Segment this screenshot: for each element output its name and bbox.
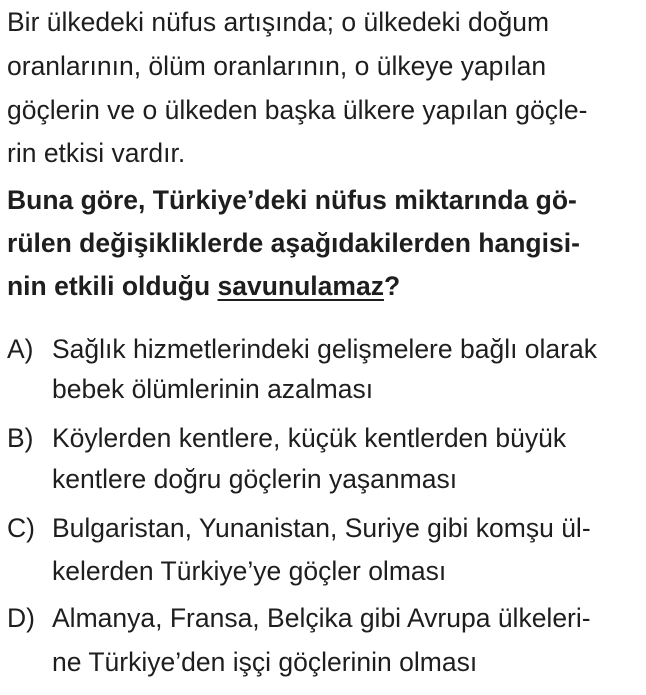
option-letter: D) (7, 603, 35, 633)
option-text-line: Bulgaristan, Yunanistan, Suriye gibi komşu ül- (52, 513, 591, 543)
option-text-line: kelerden Türkiye’ye göçler olması (52, 556, 447, 586)
question-line: Buna göre, Türkiye’deki nüfus miktarında gö- (7, 185, 577, 215)
option-letter: C) (7, 513, 35, 543)
option-text-line: kentlere doğru göçlerin yaşanması (52, 464, 458, 494)
intro-line: göçlerin ve o ülkeden başka ülkere yapılan göçle- (7, 95, 588, 125)
option-text-line: Sağlık hizmetlerindeki gelişmelere bağlı olarak (52, 334, 597, 364)
intro-line: rin etkisi vardır. (7, 138, 186, 168)
option-text-line: Köylerden kentlere, küçük kentlerden büyük (52, 423, 567, 453)
question-mark: ? (383, 271, 401, 301)
question-line: rülen değişikliklerde aşağıdakilerden hangisi- (7, 228, 580, 258)
option-text-line: ne Türkiye’den işçi göçlerinin olması (52, 647, 478, 677)
option-letter: A) (7, 334, 34, 364)
intro-line: Bir ülkedeki nüfus artışında; o ülkedeki doğum (7, 7, 550, 37)
underlined-keyword: savunulamaz (217, 271, 384, 301)
option-text-line: bebek ölümlerinin azalması (52, 374, 374, 404)
option-letter: B) (7, 423, 34, 453)
question-line (7, 266, 400, 306)
intro-line: oranlarının, ölüm oranlarının, o ülkeye yapılan (7, 51, 547, 81)
option-text-line: Almanya, Fransa, Belçika gibi Avrupa ülkeleri- (52, 603, 591, 633)
question-line-prefix: nin etkili olduğu (7, 271, 218, 301)
